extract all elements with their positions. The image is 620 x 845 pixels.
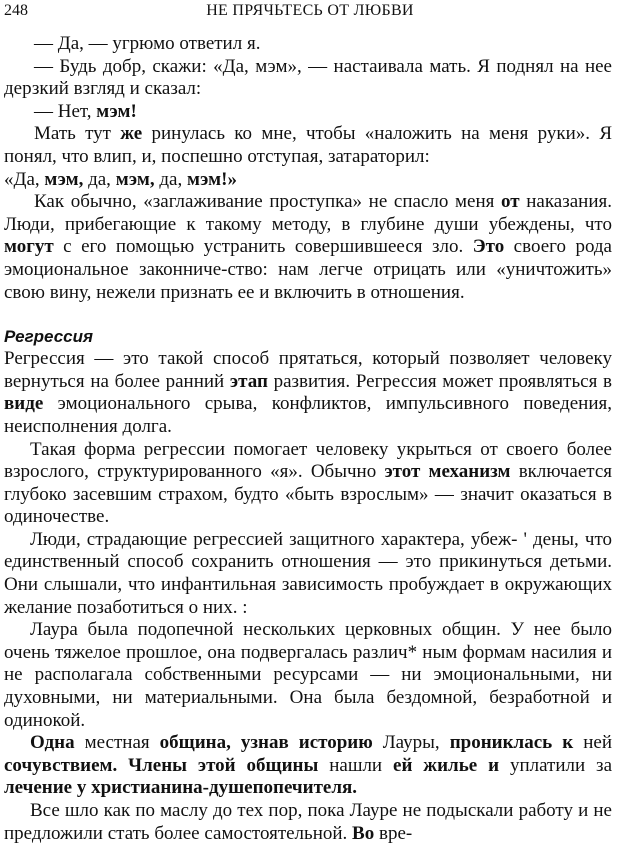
bold-text-run: же bbox=[120, 123, 143, 145]
bold-text-run: лечение у христианина-душепопечителя. bbox=[4, 777, 358, 799]
bold-text-run: от bbox=[501, 191, 520, 213]
bold-text-run: мэм, bbox=[115, 168, 155, 190]
text-run: Лаура была подопечной нескольких церковных общин. У нее было очень тяжелое прошлое, она подвергалась различ* ным формам насилия и не располагала собственными ресурсами — ни эмоциональными, ни духовными, ни материальными. Она была бездомной, безработной и одинокой. bbox=[4, 619, 612, 731]
text-run: местная bbox=[74, 732, 160, 754]
text-run: — Нет, bbox=[34, 100, 97, 122]
bold-text-run: община, узнав историю bbox=[159, 732, 373, 754]
paragraph bbox=[4, 56, 612, 101]
text-run: с его помощью устранить совершившееся зло. bbox=[53, 236, 473, 258]
bold-text-run: Во bbox=[352, 822, 375, 844]
text-run: наказания. Люди, прибегающие к такому методу, в глубине души убеждены, что bbox=[4, 191, 612, 235]
paragraph bbox=[4, 33, 612, 56]
paragraph bbox=[4, 348, 612, 438]
text-run: ней bbox=[573, 732, 612, 754]
paragraph bbox=[4, 529, 612, 619]
paragraph bbox=[4, 439, 612, 529]
page-number: 248 bbox=[4, 2, 28, 19]
paragraph bbox=[4, 123, 612, 168]
text-run: Мать тут bbox=[34, 123, 121, 145]
paragraph bbox=[4, 101, 612, 124]
bold-text-run: этап bbox=[229, 370, 268, 392]
text-run: Регрессия — это такой способ прятаться, который позволяет человеку вернуться на более ранний bbox=[4, 348, 612, 392]
page-body bbox=[4, 33, 612, 845]
section-heading: Регрессия bbox=[4, 327, 93, 347]
bold-text-run: мэм!» bbox=[186, 168, 237, 190]
paragraph bbox=[4, 191, 612, 304]
text-run: включается глубоко засевшим страхом, будто «быть взрослым» — значит оказаться в одиночестве. bbox=[4, 461, 612, 528]
text-run: нашли bbox=[318, 754, 394, 776]
paragraph bbox=[4, 800, 612, 845]
text-run: развития. Регрессия может проявляться в bbox=[267, 370, 612, 392]
bold-text-run: могут bbox=[4, 236, 54, 258]
bold-text-run: виде bbox=[4, 393, 44, 415]
text-run: вре- bbox=[374, 822, 413, 844]
paragraph bbox=[4, 619, 612, 732]
text-run: своего рода эмоциональное законниче-ство: нам легче отрицать или «уничтожить» свою вину, нежели признать ее и включить в отношения. bbox=[4, 236, 612, 303]
text-run: «Да, bbox=[4, 168, 45, 190]
bold-text-run: Одна bbox=[30, 732, 75, 754]
bold-text-run: этот механизм bbox=[384, 461, 511, 483]
running-title: НЕ ПРЯЧЬТЕСЬ ОТ ЛЮБВИ bbox=[206, 2, 414, 19]
bold-text-run: ей жилье и bbox=[393, 754, 500, 776]
text-run: да, bbox=[83, 168, 116, 190]
bold-text-run: мэм, bbox=[44, 168, 84, 190]
text-run: Как обычно, «заглаживание проступка» не спасло меня bbox=[34, 191, 502, 213]
text-run: да, bbox=[154, 168, 187, 190]
text-run: уплатили за bbox=[499, 754, 612, 776]
text-run: Лауры, bbox=[372, 732, 450, 754]
bold-text-run: сочувствием. Члены этой общины bbox=[4, 754, 319, 776]
text-run: Люди, страдающие регрессией защитного характера, убеж- ' дены, что единственный способ сохранить отношения — это прикинуться детьми. Они слышали, что инфантильная зависимость пробуждает в окружающих желание позаботиться о них. : bbox=[4, 528, 612, 618]
text-run: Такая форма регрессии помогает человеку укрыться от своего более взрослого, структурированного «я». Обычно bbox=[4, 438, 612, 483]
text-run: Все шло как по маслу до тех пор, пока Лауре не подыскали работу и не предложили стать более самостоятельной. bbox=[4, 800, 612, 844]
text-run: ринулась ко мне, чтобы «наложить на меня руки». Я понял, что влип, и, поспешно отступая, затараторил: bbox=[4, 123, 612, 167]
text-run: — Да, — угрюмо ответил я. bbox=[34, 33, 261, 54]
paragraph bbox=[4, 169, 612, 192]
bold-text-run: мэм! bbox=[96, 100, 137, 122]
text-run: эмоционального срыва, конфликтов, импульсивного поведения, неисполнения долга. bbox=[4, 393, 612, 437]
page-header bbox=[0, 0, 620, 24]
paragraph bbox=[4, 732, 612, 800]
text-run: — Будь добр, скажи: «Да, мэм», — настаивала мать. Я поднял на нее дерзкий взгляд и сказал: bbox=[4, 55, 612, 100]
bold-text-run: прониклась к bbox=[449, 732, 574, 754]
bold-text-run: Это bbox=[472, 236, 505, 258]
